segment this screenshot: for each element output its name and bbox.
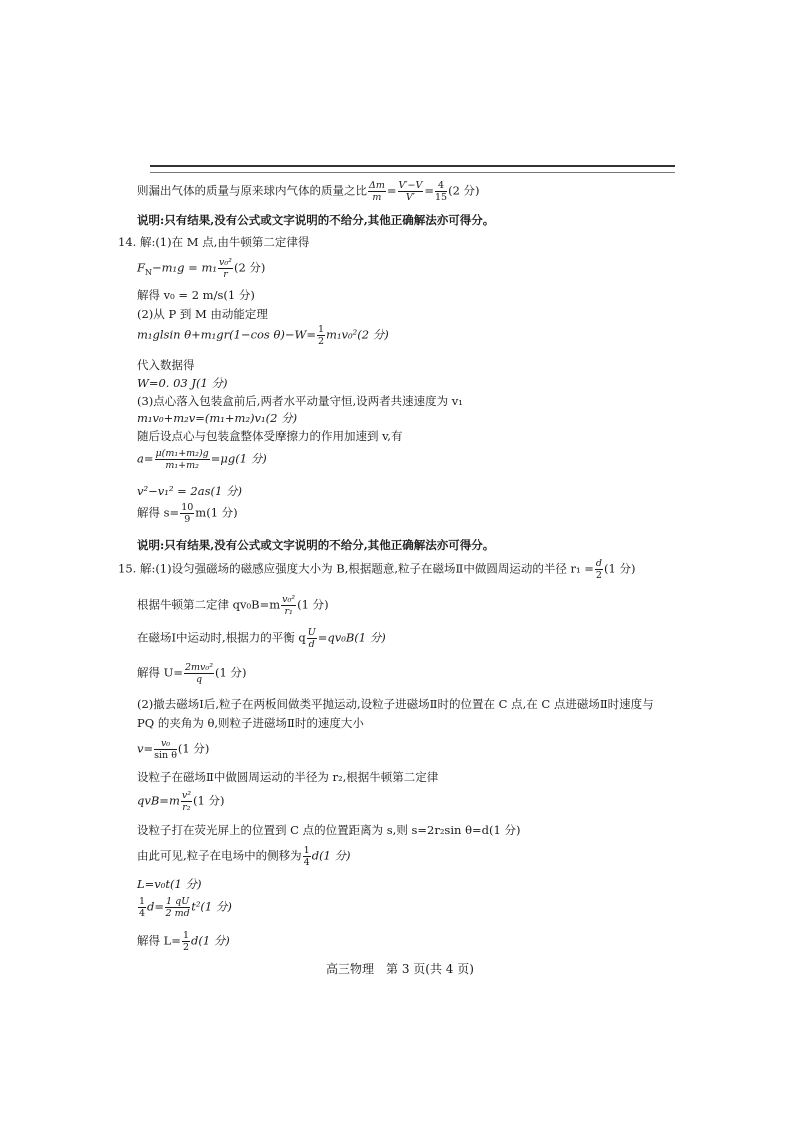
score: (1 分) — [193, 793, 225, 808]
q15-equation-7: $\frac{1}{4}$ d= $\frac{1 qU}{2 md}$ t²(1 分) — [139, 896, 232, 919]
fraction: $\frac{4}{15}$ — [435, 180, 448, 203]
score: (1 分) — [604, 561, 636, 576]
q15-equation-5: qvB=m $\frac{\text{v²}}{\text{r₂}}$ (1 分) — [137, 790, 225, 813]
score: (1 分) — [215, 665, 247, 680]
fraction: $\frac{1}{2}$ — [318, 324, 325, 347]
q15-equation-2: 在磁场Ⅰ中运动时,根据力的平衡 q $\frac{U}{d}$ =qv₀B(1 分) — [137, 627, 386, 650]
score: (2 分) — [233, 260, 266, 275]
page-footer: 高三物理 第 3 页(共 4 页) — [326, 962, 474, 976]
fraction: $\frac{1}{4}$ — [139, 896, 146, 919]
fraction: $\frac{10}{9}$ — [181, 502, 194, 525]
fraction: $\frac{\text{v₀²}}{\text{r₁}}$ — [282, 594, 296, 617]
q14-heading: 14. 解:(1)在 M 点,由牛顿第二定律得 — [118, 235, 310, 249]
leak-ratio-line: 则漏出气体的质量与原来球内气体的质量之比 $\frac{\Delta m}{m}$ = $\frac{V'-V}{V'}$ = $\frac{4}{15}$ (2 分) — [137, 180, 480, 203]
q15-equation-3: 解得 U= $\frac{\text{2mv₀²}}{q}$ (1 分) — [137, 662, 247, 685]
q15-equation-1: 根据牛顿第二定律 qv₀B=m $\frac{\text{v₀²}}{\text{r₁}}$ (1 分) — [137, 594, 329, 617]
fraction: $\frac{V'-V}{V'}$ — [398, 180, 423, 203]
q14-line-9: m₁v₀+m₂v=(m₁+m₂)v₁(2 分) — [137, 411, 298, 425]
q14-equation-1: $F_N-m_1g = m_1$ $\frac{\text{v₀²}}{r}$ (2 分) — [137, 257, 266, 280]
score: (1 分) — [177, 741, 210, 756]
scoring-note: 说明:只有结果,没有公式或文字说明的不给分,其他正确解法亦可得分。 — [137, 213, 495, 227]
score: (2 分) — [448, 183, 480, 198]
fraction: $\frac{1}{2}$ — [182, 930, 189, 953]
q14-line-12: v²−v₁² = 2as(1 分) — [137, 484, 242, 498]
q15-equation-8: 解得 L= $\frac{1}{2}$ d(1 分) — [137, 930, 230, 953]
fraction: $\frac{1 qU}{2 md}$ — [165, 896, 190, 919]
score: (1 分) — [297, 597, 329, 612]
fraction: $\frac{\text{v²}}{\text{r₂}}$ — [181, 790, 192, 813]
q15-line-5: (2)撤去磁场Ⅰ后,粒子在两板间做类平抛运动,设粒子进磁场Ⅱ时的位置在 C 点,在 C 点进磁场Ⅱ时速度与 — [137, 697, 654, 711]
header-rule — [150, 165, 675, 173]
q14-line-10: 随后设点心与包装盒整体受摩擦力的作用加速到 v,有 — [137, 429, 403, 443]
q15-heading: 15. 解:(1)设匀强磁场的磁感应强度大小为 B,根据题意,粒子在磁场Ⅱ中做圆周运动的半径 r₁ = $\frac{d}{2}$ (1 分) — [118, 558, 636, 581]
q15-line-6: PQ 的夹角为 θ,则粒子进磁场Ⅱ时的速度大小 — [137, 716, 364, 730]
q14-equation-4: 解得 s= $\frac{10}{9}$ m(1 分) — [137, 502, 238, 525]
q14-line-7: W=0. 03 J(1 分) — [137, 376, 228, 390]
q14-line-4: (2)从 P 到 M 由动能定理 — [137, 307, 268, 321]
fraction: $\frac{U}{d}$ — [307, 627, 316, 650]
q15-line-12: L=v₀t(1 分) — [137, 877, 202, 891]
q14-line-3: 解得 v₀ = 2 m/s(1 分) — [137, 288, 255, 302]
q15-line-8: 设粒子在磁场Ⅱ中做圆周运动的半径为 r₂,根据牛顿第二定律 — [137, 770, 439, 784]
fraction: $\frac{\text{2mv₀²}}{q}$ — [184, 662, 214, 685]
q15-equation-4: v= $\frac{\text{v₀}}{\text{sin θ}}$ (1 分) — [137, 738, 210, 761]
fraction: $\frac{\text{μ(m₁+m₂)g}}{\text{m₁+m₂}}$ — [155, 448, 209, 471]
q15-equation-6: 由此可见,粒子在电场中的侧移为 $\frac{1}{4}$ d(1 分) — [137, 845, 351, 868]
scoring-note: 说明:只有结果,没有公式或文字说明的不给分,其他正确解法亦可得分。 — [137, 538, 495, 552]
fraction: $\frac{d}{2}$ — [595, 558, 602, 581]
fraction: $\frac{\text{v₀²}}{r}$ — [218, 257, 232, 280]
leak-ratio-text: 则漏出气体的质量与原来球内气体的质量之比 — [137, 183, 367, 198]
fraction: $\frac{\text{v₀}}{\text{sin θ}}$ — [154, 738, 177, 761]
q14-equation-2: m₁glsin θ+m₁gr(1−cos θ)−W= $\frac{1}{2}$ m₁v₀²(2 分) — [137, 324, 389, 347]
q15-line-10: 设粒子打在荧光屏上的位置到 C 点的位置距离为 s,则 s=2r₂sin θ=d(1 分) — [137, 823, 521, 837]
fraction: $\frac{1}{4}$ — [303, 845, 310, 868]
q14-line-8: (3)点心落入包装盒前后,两者水平动量守恒,设两者共速速度为 v₁ — [137, 394, 463, 408]
q14-equation-3: a= $\frac{\text{μ(m₁+m₂)g}}{\text{m₁+m₂}}$ =μg(1 分) — [137, 448, 267, 471]
q14-line-6: 代入数据得 — [137, 358, 195, 372]
fraction: $\frac{\Delta m}{m}$ — [369, 180, 385, 203]
